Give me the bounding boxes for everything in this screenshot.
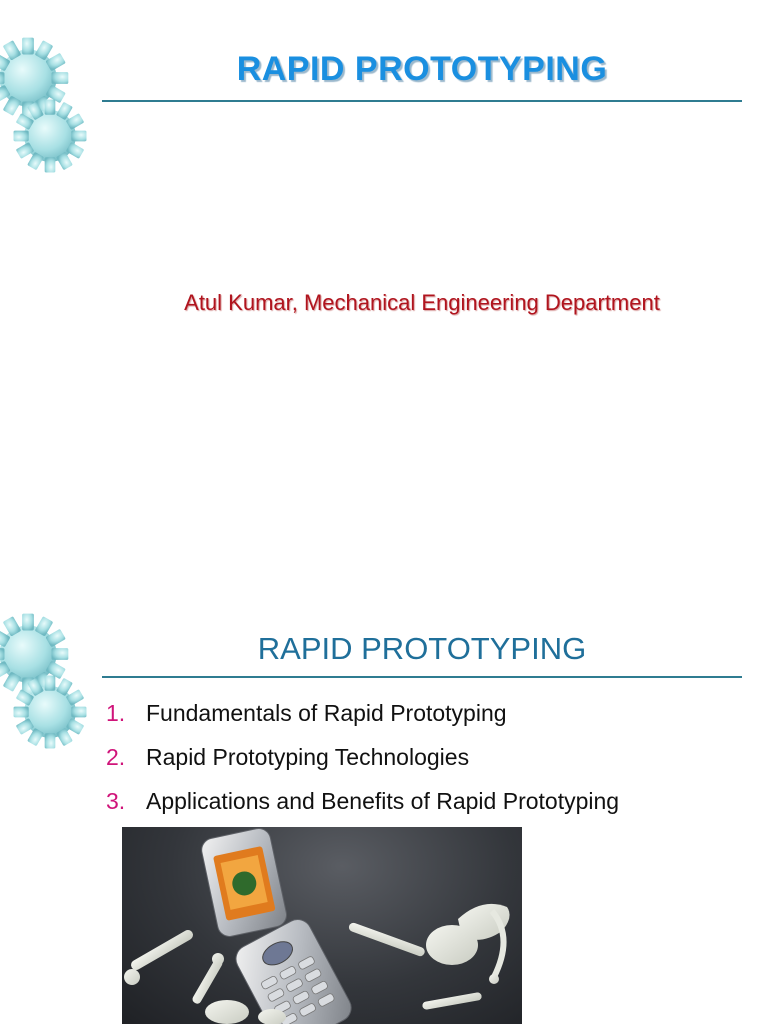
list-number: 1.: [106, 700, 126, 726]
author-line: Atul Kumar, Mechanical Engineering Department: [184, 290, 660, 315]
list-text: Rapid Prototyping Technologies: [146, 744, 470, 770]
outline-slide: [0, 576, 768, 1024]
title-divider: [102, 100, 742, 102]
gears-icon: [0, 0, 96, 180]
prototype-photo: [122, 827, 522, 1024]
list-text: Applications and Benefits of Rapid Prototyping: [146, 788, 620, 814]
title-divider: [102, 676, 742, 678]
flip-phone-and-prototype-parts-image: [122, 827, 522, 1024]
gears-icon: [0, 576, 96, 756]
slide-title: RAPID PROTOTYPING: [257, 631, 587, 666]
list-number: 3.: [106, 788, 126, 814]
list-number: 2.: [106, 744, 126, 770]
list-text: Fundamentals of Rapid Prototyping: [146, 700, 507, 726]
slide-title: RAPID PROTOTYPING: [236, 50, 608, 88]
